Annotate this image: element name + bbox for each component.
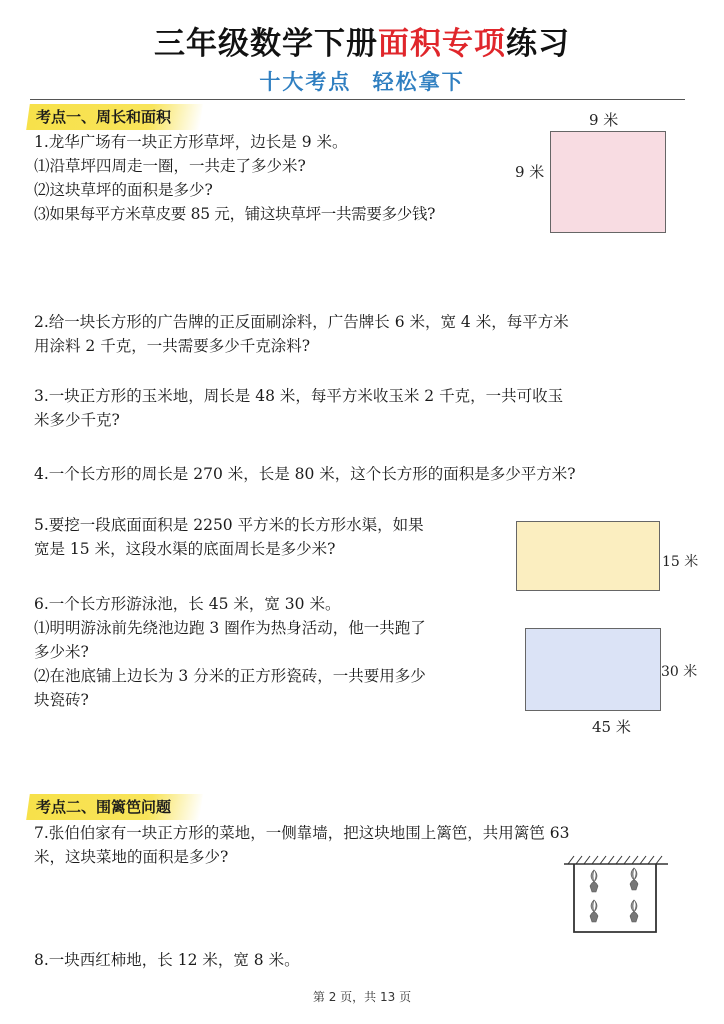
question-5 bbox=[34, 513, 424, 561]
question-line: 米，这块菜地的面积是多少? bbox=[34, 848, 229, 866]
figure-6-side-label: 30 米 bbox=[661, 664, 698, 680]
question-2 bbox=[34, 310, 569, 358]
section-label: 考点一、周长和面积 bbox=[36, 108, 172, 126]
wall-hatching-icon bbox=[564, 856, 668, 864]
title-part-2: 面积专项 bbox=[378, 26, 506, 62]
question-line: ⑶如果每平方米草皮要 85 元，铺这块草坪一共需要多少钱? bbox=[34, 205, 436, 223]
section-heading-2 bbox=[26, 794, 203, 820]
question-line: 7.张伯伯家有一块正方形的菜地，一侧靠墙，把这块地围上篱笆，共用篱笆 63 bbox=[34, 824, 570, 842]
question-line: 3.一块正方形的玉米地，周长是 48 米，每平方米收玉米 2 千克，一共可收玉 bbox=[34, 387, 564, 405]
title-part-3: 练习 bbox=[506, 26, 570, 62]
header-divider bbox=[30, 99, 685, 100]
question-1 bbox=[34, 130, 435, 226]
cabbage-icon bbox=[590, 900, 598, 922]
question-line: 4.一个长方形的周长是 270 米，长是 80 米，这个长方形的面积是多少平方米? bbox=[34, 465, 576, 483]
cabbage-icon bbox=[630, 868, 638, 890]
question-line: ⑵在池底铺上边长为 3 分米的正方形瓷砖，一共要用多少 bbox=[34, 667, 426, 685]
title-part-1: 三年级数学下册 bbox=[154, 26, 378, 62]
question-line: ⑴明明游泳前先绕池边跑 3 圈作为热身活动，他一共跑了 bbox=[34, 619, 426, 637]
page-number: 第 2 页，共 13 页 bbox=[312, 990, 412, 1004]
figure-7-fenced-garden bbox=[562, 852, 672, 948]
figure-6-pool-rectangle bbox=[525, 628, 661, 711]
question-4 bbox=[34, 462, 576, 486]
figure-5-canal-rectangle bbox=[516, 521, 660, 591]
figure-1-top-label: 9 米 bbox=[589, 111, 619, 129]
question-line: 6.一个长方形游泳池，长 45 米，宽 30 米。 bbox=[34, 595, 341, 613]
question-line: 块瓷砖? bbox=[34, 691, 89, 709]
question-7 bbox=[34, 821, 569, 869]
question-line: ⑵这块草坪的面积是多少? bbox=[34, 181, 213, 199]
cabbage-icon bbox=[630, 900, 638, 922]
question-line: ⑴沿草坪四周走一圈，一共走了多少米? bbox=[34, 157, 306, 175]
question-8 bbox=[34, 948, 300, 972]
figure-1-square-lawn bbox=[550, 131, 666, 233]
question-line: 米多少千克? bbox=[34, 411, 120, 429]
page-subtitle: 十大考点 轻松拿下 bbox=[259, 70, 465, 94]
question-line: 用涂料 2 千克，一共需要多少千克涂料? bbox=[34, 337, 311, 355]
question-line: 多少米? bbox=[34, 643, 89, 661]
question-line: 宽是 15 米，这段水渠的底面周长是多少米? bbox=[34, 540, 336, 558]
question-line: 1.龙华广场有一块正方形草坪，边长是 9 米。 bbox=[34, 133, 348, 151]
question-6 bbox=[34, 592, 426, 712]
section-label: 考点二、围篱笆问题 bbox=[36, 798, 172, 816]
fence-outline bbox=[574, 864, 656, 932]
figure-6-bottom-label: 45 米 bbox=[592, 718, 631, 736]
question-line: 5.要挖一段底面面积是 2250 平方米的长方形水渠，如果 bbox=[34, 516, 424, 534]
cabbage-icon bbox=[590, 870, 598, 892]
figure-5-side-label: 15 米 bbox=[662, 554, 699, 570]
page-title bbox=[0, 18, 724, 63]
question-line: 2.给一块长方形的广告牌的正反面刷涂料，广告牌长 6 米，宽 4 米，每平方米 bbox=[34, 313, 569, 331]
question-3 bbox=[34, 384, 563, 432]
figure-1-side-label: 9 米 bbox=[515, 163, 545, 181]
section-heading-1 bbox=[26, 104, 203, 130]
question-line: 8.一块西红柿地，长 12 米，宽 8 米。 bbox=[34, 951, 300, 969]
